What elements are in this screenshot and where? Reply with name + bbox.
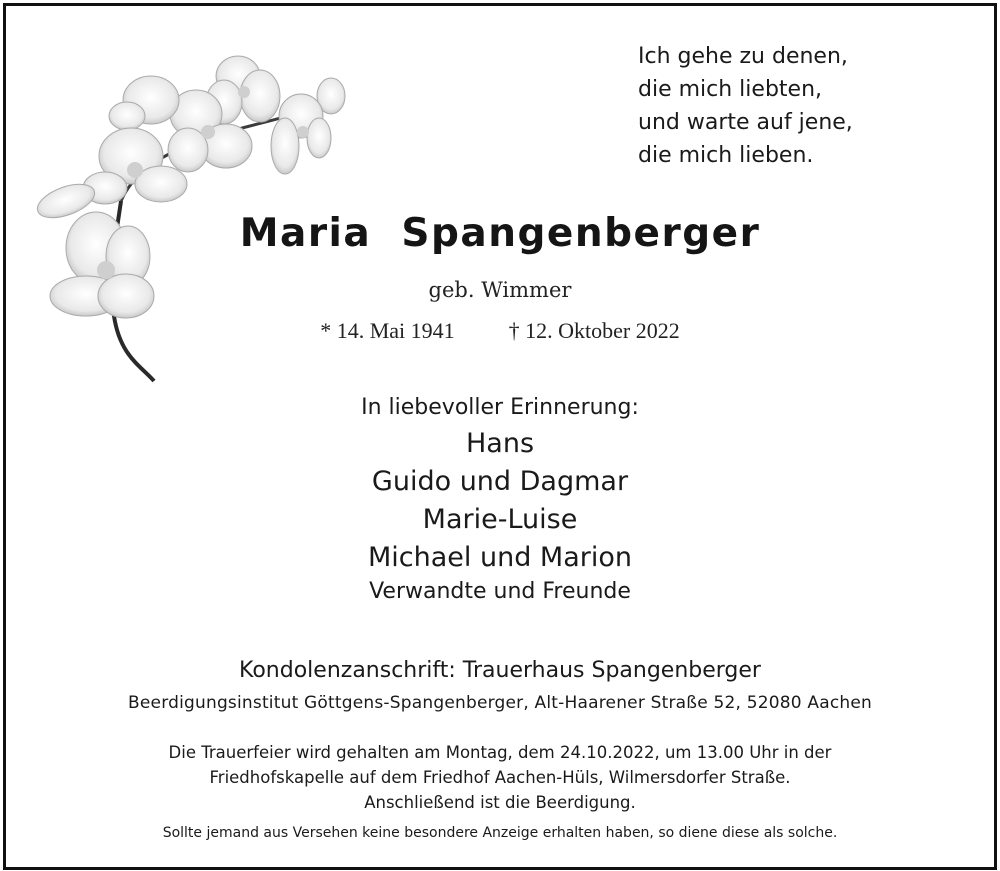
condolence-address: Kondolenzanschrift: Trauerhaus Spangenberger bbox=[239, 658, 761, 683]
death-date: † 12. Oktober 2022 bbox=[508, 318, 680, 343]
maiden-name: geb. Wimmer bbox=[428, 278, 572, 302]
poem-line: Ich gehe zu denen, bbox=[638, 44, 848, 69]
life-dates bbox=[6, 318, 994, 344]
poem bbox=[638, 40, 958, 172]
deceased-name: Maria Spangenberger bbox=[239, 211, 761, 256]
service-info-line: Die Trauerfeier wird gehalten am Montag, dem 24.10.2022, um 13.00 Uhr in der bbox=[168, 743, 832, 762]
service-info-line: Anschließend ist die Beerdigung. bbox=[364, 793, 636, 812]
relatives-friends: Verwandte und Freunde bbox=[369, 579, 631, 604]
mourner-name: Marie-Luise bbox=[422, 504, 578, 535]
poem-line: die mich liebten, bbox=[638, 77, 823, 102]
funeral-home-address: Beerdigungsinstitut Göttgens-Spangenberger, Alt-Haarener Straße 52, 52080 Aachen bbox=[128, 693, 872, 713]
notice-footnote: Sollte jemand aus Versehen keine besondere Anzeige erhalten haben, so diene diese als solche. bbox=[162, 825, 838, 841]
service-info-line: Friedhofskapelle auf dem Friedhof Aachen-Hüls, Wilmersdorfer Straße. bbox=[209, 768, 791, 787]
memory-intro: In liebevoller Erinnerung: bbox=[361, 395, 639, 420]
poem-line: die mich lieben. bbox=[638, 143, 814, 168]
poem-line: und warte auf jene, bbox=[638, 110, 853, 135]
mourner-name: Guido und Dagmar bbox=[371, 466, 629, 497]
obituary-notice bbox=[3, 3, 997, 870]
birth-date: * 14. Mai 1941 bbox=[320, 318, 455, 343]
mourner-name: Michael und Marion bbox=[367, 542, 632, 573]
mourner-name: Hans bbox=[465, 428, 535, 459]
